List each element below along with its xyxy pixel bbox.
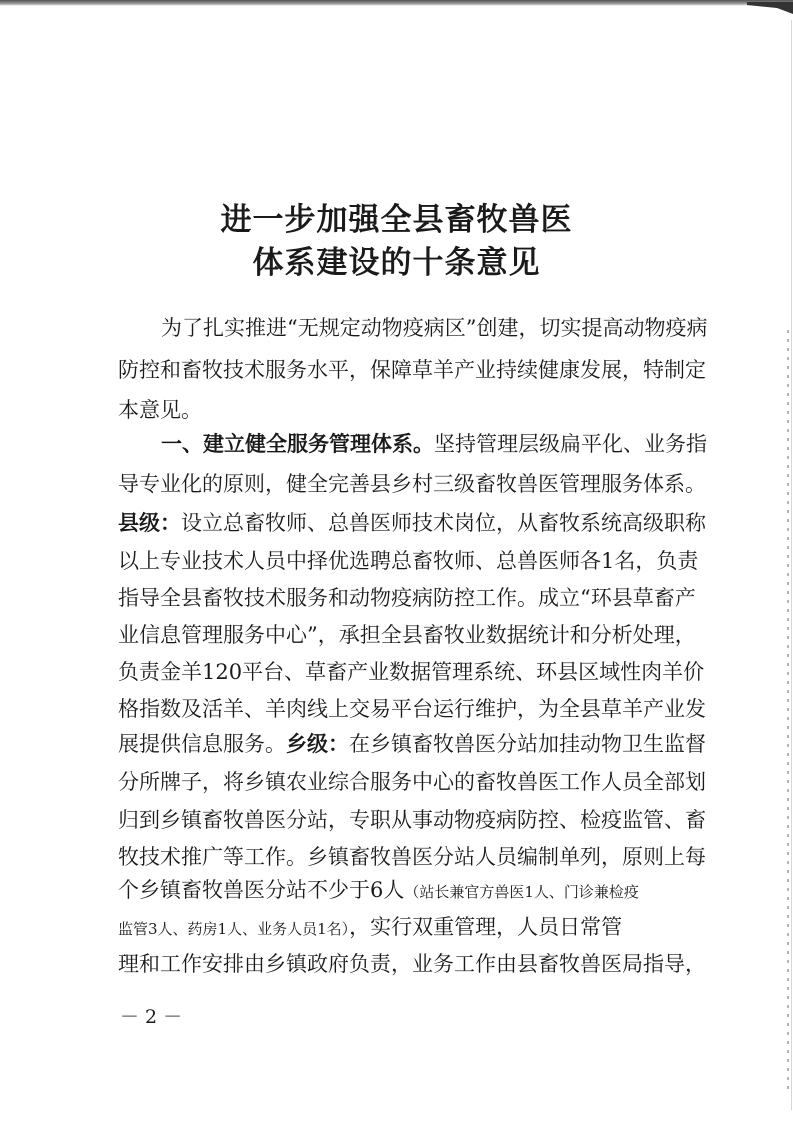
county-level-label: 县级： — [118, 510, 181, 535]
section-1-text: 坚持管理层级扁平化、业务指 — [434, 432, 707, 456]
staffing-note-cont: 监管3人、药房1人、业务人员1名） — [118, 920, 350, 938]
section-1-line-12: 牧技术推广等工作。乡镇畜牧兽医分站人员编制单列，原则上每 — [118, 845, 706, 869]
town-level-label: 乡级： — [286, 731, 349, 756]
info-service-text: 展提供信息服务。 — [118, 732, 286, 756]
section-1-line-7: 负责金羊120平台、草畜产业数据管理系统、环县区域性肉羊价 — [118, 660, 705, 684]
document-title-line-1: 进一步加强全县畜牧兽医 — [220, 202, 573, 238]
county-level-text: 设立总畜牧师、总兽医师技术岗位，从畜牧系统高级职称 — [181, 511, 706, 535]
section-1-line-14 — [118, 913, 622, 941]
section-1-line-2: 导专业化的原则，健全完善县乡村三级畜牧兽医管理服务体系。 — [118, 472, 706, 496]
document-title-line-2: 体系建设的十条意见 — [252, 245, 541, 281]
section-1-line-13 — [118, 876, 639, 904]
scan-corner-mark — [747, 0, 793, 16]
section-1-line-1 — [161, 430, 707, 458]
section-1-line-5: 指导全县畜牧技术服务和动物疫病防控工作。成立“环县草畜产 — [118, 586, 696, 610]
scan-edge-top — [0, 0, 793, 6]
section-1-line-11: 归到乡镇畜牧兽医分站，专职从事动物疫病防控、检疫监管、畜 — [118, 808, 706, 832]
staffing-note: （站长兼官方兽医1人、门诊兼检疫 — [404, 883, 639, 901]
intro-line-2: 防控和畜牧技术服务水平，保障草羊产业持续健康发展，特制定 — [118, 358, 706, 382]
intro-line-1: 为了扎实推进“无规定动物疫病区”创建，切实提高动物疫病 — [161, 316, 708, 340]
section-1-line-9 — [118, 730, 706, 758]
staffing-text: 个乡镇畜牧兽医分站不少于6人 — [118, 878, 405, 902]
page-number: － 2 － — [120, 1006, 183, 1028]
town-level-text: 在乡镇畜牧兽医分站加挂动物卫生监督 — [349, 732, 706, 756]
dual-management-text: ，实行双重管理，人员日常管 — [349, 915, 623, 939]
section-1-line-10: 分所牌子，将乡镇农业综合服务中心的畜牧兽医工作人员全部划 — [118, 770, 706, 794]
section-1-heading: 一、建立健全服务管理体系。 — [161, 431, 434, 456]
section-1-line-8: 格指数及活羊、羊肉线上交易平台运行维护，为全县草羊产业发 — [118, 697, 706, 721]
section-1-line-15: 理和工作安排由乡镇政府负责，业务工作由县畜牧兽医局指导， — [118, 952, 706, 976]
section-1-line-3 — [118, 509, 706, 537]
section-1-line-4: 以上专业技术人员中择优选聘总畜牧师、总兽医师各1名，负责 — [118, 549, 699, 573]
scan-edge-right — [787, 330, 789, 1090]
scan-edge-right-thin — [791, 20, 792, 1110]
intro-line-3: 本意见。 — [118, 398, 202, 422]
section-1-line-6: 业信息管理服务中心”，承担全县畜牧业数据统计和分析处理， — [118, 623, 696, 647]
